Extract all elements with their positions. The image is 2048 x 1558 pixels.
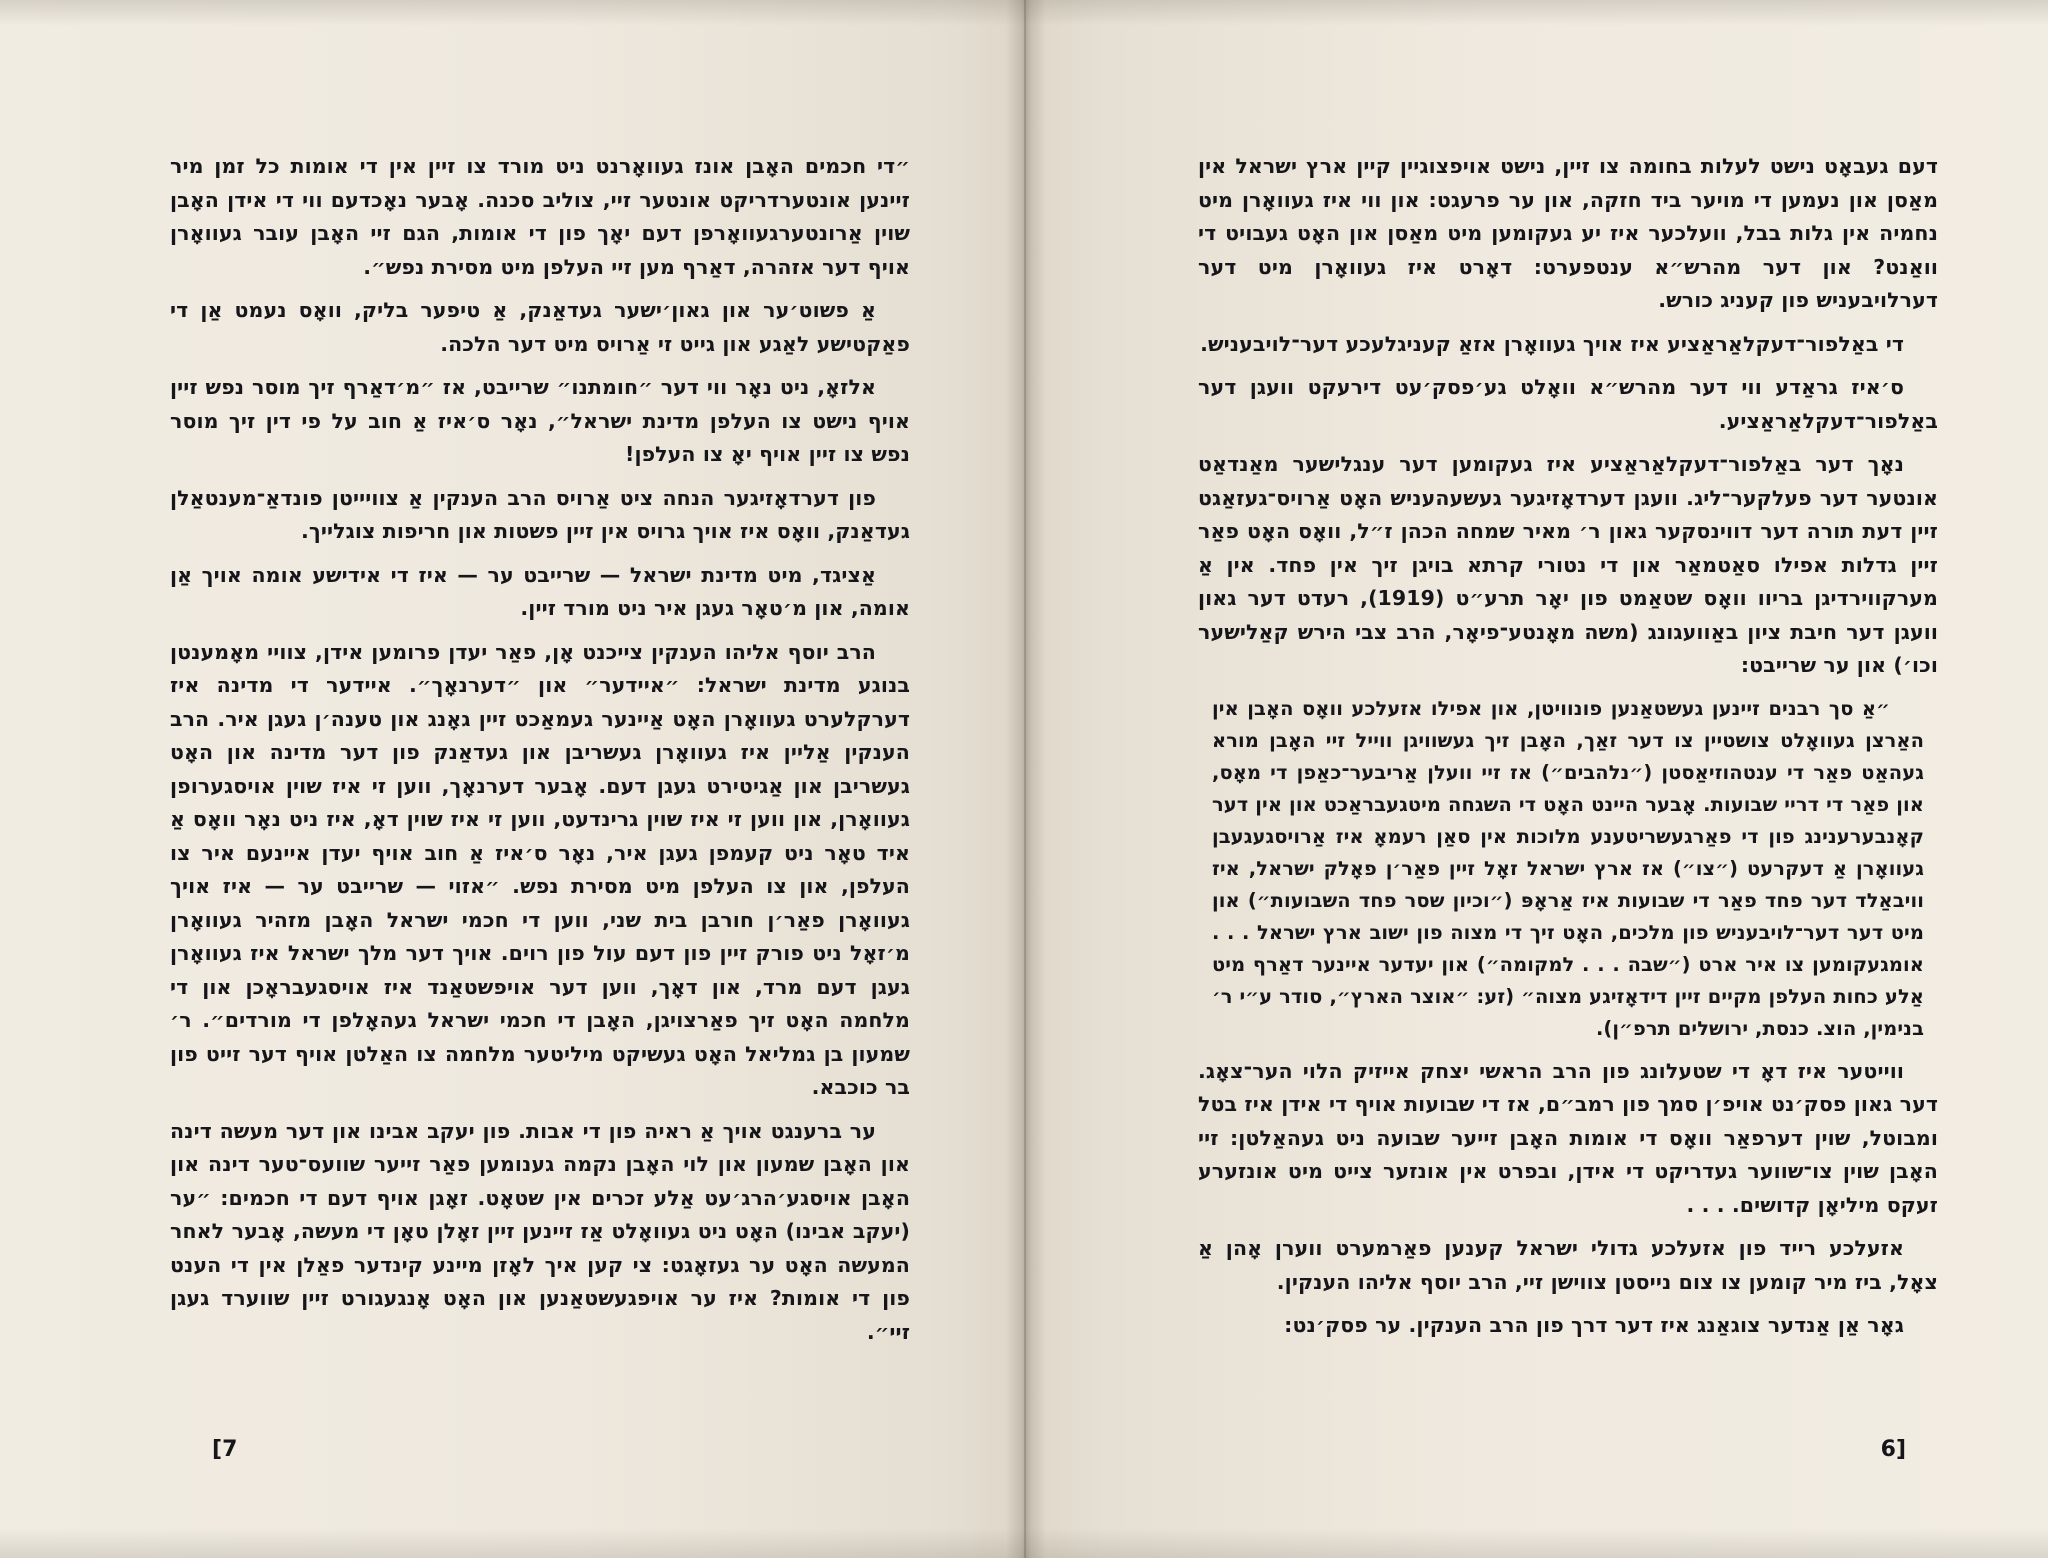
gutter-fold-line (1024, 0, 1026, 1558)
paragraph: נאָך דער באַלפור־דעקלאַראַציע איז געקומען דער ענגלישער מאַנדאַט אונטער דער פעלקער־ליג. וועגן דערדאָזיגער געשעהעניש האָט אַרויס־געזאַגט זיין דעת תורה דער דווינסקער גאון ר׳ מאיר שמחה הכהן ז״ל, וואָס האָט פאַר זיין גדלות אפילו סאַטמאַר און די נטורי קרתא בויגן זיך אין פחד. אין אַ מערקווירדיגן בריוו וואָס שטאַמט פון יאָר תרע״ט (1919), רעדט דער גאון וועגן דער חיבת ציון באַוועגונג (משה מאָנטע־פיאָר, הרב צבי הירש קאַלישער וכו׳) און ער שרייבט: (1198, 452, 1938, 677)
bottom-edge-shadow (0, 1528, 2048, 1558)
page-number-right: [6 (1880, 1437, 1906, 1462)
left-page-text-column (170, 150, 910, 1349)
paragraph: ס׳איז גראַדע ווי דער מהרש״א וואָלט גע׳פסק׳עט דירעקט וועגן דער באַלפור־דעקלאַראַציע. (1198, 375, 1938, 433)
page-number-left: 7] (212, 1437, 238, 1462)
book-gutter (1006, 0, 1046, 1558)
paragraph: הרב יוסף אליהו הענקין צייכנט אָן, פאַר יעדן פרומען אידן, צוויי מאָמענטן בנוגע מדינת ישראל: ״איידער״ און ״דערנאָך״. איידער די מדינה איז דערקלערט געוואָרן האָט אַיינער געמאַכט זיין גאָנג און טענה׳ן געגן איר. הרב הענקין אַליין איז געוואָרן געשריבן און געדאַנק פון דער מדינה און האָט געשריבן און אַגיטירט געגן דעם. אָבער דערנאָך, ווען זי איז שוין אויסגערופן געוואָרן, און ווען זי איז שוין גרינדעט, ווען זי איז שוין דאָ, איז ניט נאָר וואָס אַ איד טאָר ניט קעמפן געגן איר, נאָר ס׳איז אַ חוב אויף יעדן איינעם איר צו העלפן, און צו העלפן מיט מסירת נפש. ״אזוי — שרייבט ער — איז אויך געוואָרן פאַר׳ן חורבן בית שני, ווען די חכמי ישראל האָבן מזהיר געוואָרן מ׳זאָל ניט פורק זיין פון דעם עול פון רוים. אויך דער מלך ישראל איז געוואָרן געגן דעם מרד, און דאָך, ווען דער אויפשטאַנד איז אויסגעבראָכן און די מלחמה האָט זיך פאַרצויגן, האָבן די חכמי ישראל געהאָלפן די מורדים״. ר׳ שמעון בן גמליאל האָט געשיקט מיליטער מלחמה צו האַלטן אויף דער זייט פון בר כוכבא. (170, 639, 910, 1099)
paragraph: פון דערדאָזיגער הנחה ציט אַרויס הרב הענקין אַ צוויייטן פונדאַ־מענטאַלן געדאַנק, וואָס איז אויך גרויס אין זיין פשטות און חריפות צוגלייך. (170, 485, 910, 543)
paragraph: אַ פשוט׳ער און גאון׳ישער געדאַנק, אַ טיפער בליק, וואָס נעמט אַן די פאַקטישע לאַגע און גייט זי אַרויס מיט דער הלכה. (170, 298, 910, 356)
paragraph: אַציגד, מיט מדינת ישראל — שרייבט ער — איז די אידישע אומה אויך אַן אומה, און מ׳טאָר געגן איר ניט מורד זיין. (170, 562, 910, 620)
paragraph: ווייטער איז דאָ די שטעלונג פון הרב הראשי יצחק אייזיק הלוי הער־צאָג. דער גאון פסק׳נט אויפ׳ן סמך פון רמב״ם, אז די שבועות אויף די אידן איז בטל ומבוטל, שוין דערפאַר וואָס די אומות האָבן זייער שבועה ניט געהאַלטן: זיי האָבן שוין צו־שווער געדריקט די אידן, ובפרט אין אונזער צייט מיט אונזערע זעקס מיליאָן קדושים. . . . (1198, 1058, 1938, 1217)
block-quote: ״אַ סך רבנים זיינען געשטאַנען פונוויטן, און אפילו אזעלכע וואָס האָבן אין האַרצן געוואָלט צושטיין צו דער זאַך, האָבן זיך געשוויגן ווייל זיי האָבן מורא געהאַט פאַר די ענטהוזיאַסטן (״נלהבים״) אז זיי וועלן אַריבער־כאַפן די מאָס, און פאַר די דריי שבועות. אָבער היינט האָט די השגחה מיטגעבראַכט און אין דער קאָנבערענינג פון די פאַרגעשריטענע מלוכות אין סאַן רעמאָ איז אַרויסגעגעבן געוואָרן אַ דעקרעט (״צו״) אז ארץ ישראל זאָל זיין פאַר׳ן פאָלק ישראל, איז וויבאַלד דער פחד פאַר די שבועות איז אַראָפּ (״וכיון שסר פחד השבועות״) און מיט דער דער־לויבעניש פון מלכים, האָט זיך די מצוה פון ישוב ארץ ישראל . . . אומגעקומען צו איר ארט (״שבה . . . למקומה״) און יעדער איינער דאַרף מיט אַלע כחות העלפן מקיים זיין דידאָזיגע מצוה״ (זע: ״אוצר הארץ״, סודר ע״י ר׳ בנימין, הוצ. כנסת, ירושלים תרפ״ן). (1212, 696, 1924, 1040)
paragraph: ״די חכמים האָבן אונז געוואָרנט ניט מורד צו זיין אין די אומות כל זמן מיר זיינען אונטערדריקט אונטער זיי, צוליב סכנה. אָבער נאָכדעם ווי די אידן האָבן שוין אַרונטערגעוואָרפן דעם יאָך פון די אומות, הגם זיי האָבן עובר געוואָרן אויף דער אזהרה, דאַרף מען זיי העלפן מיט מסירת נפש״. (170, 154, 910, 279)
paragraph: אלזאָ, ניט נאָר ווי דער ״חומתנו״ שרייבט, אז ״מ׳דאַרף זיך מוסר נפש זיין אויף נישט צו העלפן מדינת ישראל״, נאָר ס׳איז אַ חוב על פי דין זיך מוסר נפש צו זיין אויף יאָ צו העלפן! (170, 375, 910, 466)
right-page-text-column (1198, 150, 1938, 1343)
top-edge-shadow (0, 0, 2048, 26)
paragraph: גאָר אַן אַנדער צוגאַנג איז דער דרך פון הרב הענקין. ער פסק׳נט: (1284, 1313, 1904, 1337)
paragraph: די באַלפור־דעקלאַראַציע איז אויך געוואָרן אזאַ קעניגלעכע דער־לויבעניש. (1200, 331, 1904, 356)
paragraph: ער ברענגט אויך אַ ראיה פון די אבות. פון יעקב אבינו און דער מעשה דינה און האָבן שמעון און לוי האָבן נקמה גענומען פאַר זייער שוועס־טער דינה און האָבן אויסגע׳הרג׳עט אַלע זכרים אין שטאָט. זאָגן אויף דעם די חכמים: ״ער (יעקב אבינו) האָט ניט געוואָלט אַז זיינען זיין זאָלן טאָן די מעשה, אָבער לאחר המעשה האָט ער געזאָגט: צי קען איך לאָזן מיינע קינדער פאַלן אין די הענט פון די אומות? איז ער אויפגעשטאַנען און האָט אָנגעגורט זיין שווערד געגן זיי״. (170, 1118, 910, 1344)
paragraph: אזעלכע רייד פון אזעלכע גדולי ישראל קענען פאַרמערט ווערן אָהן אַ צאָל, ביז מיר קומען צו צום נייסטן צווישן זיי, הרב יוסף אליהו הענקין. (1198, 1236, 1938, 1294)
paragraph: דעם געבאָט נישט לעלות בחומה צו זיין, נישט אויפצוגיין קיין ארץ ישראל אין מאַסן און נעמען די מויער ביד חזקה, און ער פרעגט: און ווי איז געוואָרן מיט נחמיה אין גלות בבל, וועלכער איז יע געקומען מיט מאַסן און האָט געבויט די וואַנט? און דער מהרש״א ענטפערט: דאָרט איז געוואָרן מיט דער דערלויבעניש פון קעניג כורש. (1198, 154, 1938, 312)
